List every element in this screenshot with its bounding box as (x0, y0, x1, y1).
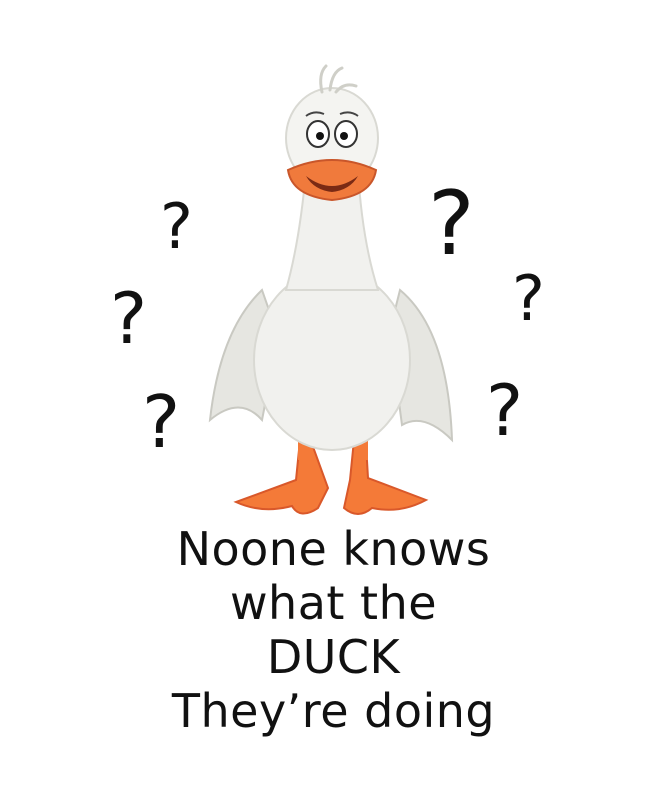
caption-line-3: DUCK (266, 630, 401, 684)
duck-feet (236, 440, 426, 514)
question-mark-5: ? (512, 262, 545, 335)
question-mark-6: ? (486, 370, 524, 452)
question-mark-4: ? (428, 172, 475, 275)
caption-block (0, 522, 667, 738)
caption-line-2: what the (229, 576, 438, 630)
question-mark-2: ? (110, 278, 148, 360)
caption-line-4: They’re doing (171, 684, 496, 738)
question-mark-3: ? (142, 380, 181, 464)
caption-line-1: Noone knows (176, 522, 491, 576)
question-mark-1: ? (160, 190, 193, 263)
duck-beak (288, 160, 376, 200)
duck-body (254, 270, 410, 450)
